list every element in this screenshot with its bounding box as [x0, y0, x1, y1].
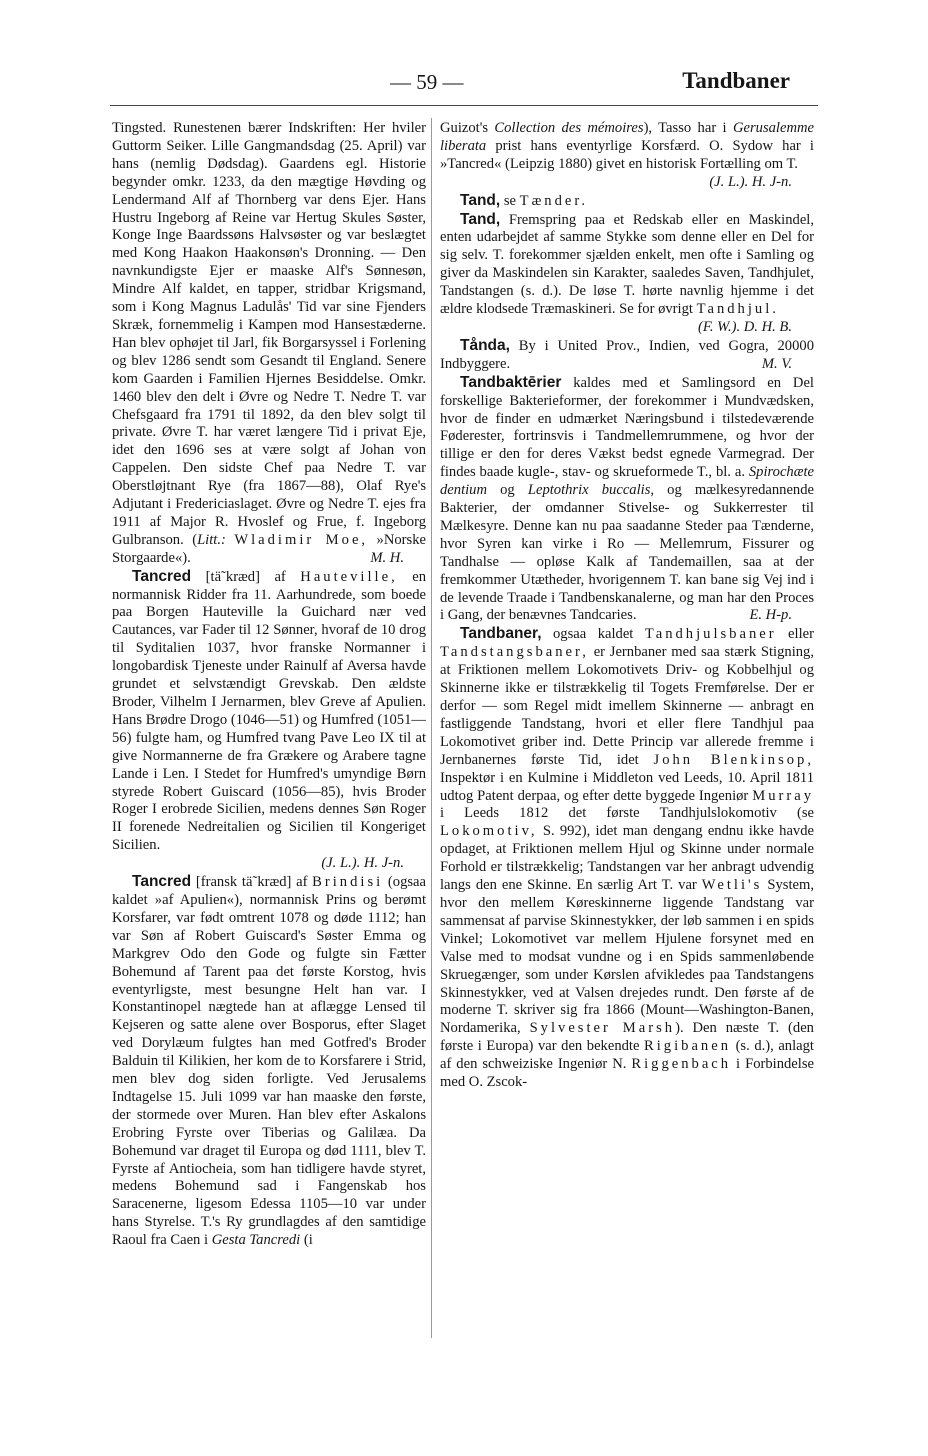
headword: Tånda,	[460, 336, 510, 354]
literature-author: Wladimir Moe,	[234, 531, 369, 548]
signature: (J. L.). H. J-n.	[321, 855, 404, 872]
entry-tandbaner: Tandbaner, ogsaa kaldet Tandhjulsbaner eller Tandstangsbaner, er Jernbaner med saa stærk Stigning, at Friktionen mellem Lokomotivets Driv- og Kobbelhjul og Skinnerne ikke er tilstrækkelig til Togets Fremførelse. Der er derfor — som Regel midt imellem Skinnerne — anbragt en fastliggende Tandstang, hvori et eller flere Tandhjul paa Lokomotivet griber ind. Dette Princip var allerede fremme i Jernbanernes første Tid, idet John Blenkinsop, Inspektør i en Kulmine i Middleton ved Leeds, 10. April 1811 udtog Patent derpaa, og efter dette byggede Ingeniør Murray i Leeds 1812 det første Tandhjulslokomotiv (se Lokomotiv, S. 992), idet man dengang endnu ikke havde opdaget, at Friktionen mellem Hjul og Skinne under normale Forhold er tilstrækkelig; Tandstangen var her anbragt udvendig langs den ene Skinne. En særlig Art T. var Wetli's System, hvor den mellem Køreskinnerne liggende Tandstang var sammensat af parvise Skinnestykker, der løb sammen i en spids Vinkel; Lokomotivet var mellem Hjulene forsynet med en Valse med to modsat vundne og i en Spids sammenløbende Skruegænger, som under Kørslen afvikledes paa Tandstangens Skinnestykker, ved at Valsen drejedes rundt. Den første af de moderne T. skriver sig fra 1866 (Mount—Washington-Banen, Nordamerika, Sylvester Marsh). Den næste T. (den første i Europa) var den bekendte Rigibanen (s. d.), anlagt af den schweiziske Ingeniør N. Riggenbach i Forbindelse med O. Zscok-	[440, 625, 814, 1091]
signature: M. V.	[761, 355, 792, 372]
entry-tand: Tand, Fremspring paa et Redskab eller en Maskindel, enten udarbejdet af samme Stykke som denne eller en Del for sig selv. T. forekommer sjælden enkelt, men ofte i Samling og giver da Maskindelen sin Karakter, saaledes Saven, Tandhjulet, Tandstangen (s. d.). De løse T. hørte navnlig hjemme i det ældre klodsede Træmaskineri. Se for øvrigt Tandhjul. (F. W.). D. H. B.	[440, 210, 814, 335]
entry-tand-ref: Tand, se Tænder.	[460, 191, 589, 209]
paragraph-tingsted: Tingsted. Runestenen bærer Indskriften: Her hviler Guttorm Seiker. Lille Gangmandsdag (25. April) var hans (nemlig Dødsdag). Gaardens egl. Historie begynder omkr. 1233, da den mægtige Høvding og Lendermand Alf af Thornberg var dens Ejer. Hans Hustru Ingeborg af Reine var Hertug Skules Søster, Konge Inge Baardssøns Halvsøster og var beslægtet med Kong Haakon Haakonsøn's Dronning. — Den navnkundigste Ejer er maaske Alf's Sønnesøn, Mindre Alf kaldet, en tapper, stridbar Krigsmand, som i Kong Magnus Ladulås' Tid var sine Fjenders Skræk, fornemmelig i Kampen mod Hansestæderne. Han blev ophøjet til Jarl, fik Borgarsyssel i Forlening og blev 1286 sendt som Gesandt til England. Senere kom Gaarden i Familien Hjernes Besiddelse. Omkr. 1460 blev den delt i Øvre og Nedre T. Nedre T. var Chefsgaard fra 1791 til 1892, da den blev solgt til private. Øvre T. har været længere Tid i privat Eje, idet den 1696 ses at være solgt af Johan von Cappelen. Den sidste Chef paa Nedre T. var Oberstløjtnant Rye (fra 1867—88), Olaf Rye's Adjutant i Fredericiaslaget. Øvre og Nedre T. ejes fra 1911 af Major R. Hvoslef og Frue, f. Ingeborg Gulbranson. (Litt.: Wladimir Moe, »Norske Storgaarde«). M. H.	[112, 120, 426, 566]
signature: E. H-p.	[749, 607, 792, 624]
signature: M. H.	[370, 549, 404, 566]
running-head: Tandbaner	[682, 68, 790, 93]
signature: (F. W.). D. H. B.	[697, 318, 792, 335]
column-divider	[431, 118, 432, 1338]
entry-tancred-brindisi: Tancred [fransk tä˜kræd] af Brindisi (ogsaa kaldet »af Apulien«), normannisk Prins og berømt Korsfarer, var født omtrent 1078 og døde 1112; han var Søn af Robert Guiscard's Søster Emma og Markgrev Odo den Gode og fulgte sin Fætter Bohemund af Tarent paa det første Korstog, hvis eventyrligste, mest besungne Helt han var. I Konstantinopel nægtede han at aflægge Lensed til Kejseren og satte alene over Bosporus, efter Slaget ved Dorylæum fulgtes han med Gotfred's Broder Balduin til Kilikien, her kom de to Korsfarere i Strid, men blev dog siden forligte. Ved Jerusalems Indtagelse 15. Juli 1099 var han maaske den første, der stormede over Muren. Han blev efter Askalons Erobring Fyrste over Tiberias og Galilæa. Da Bohemund var draget til Europa og død 1111, blev T. Fyrste af Antiocheia, som han tidligere havde styret, medens Bohemund sad i Fangenskab hos Saracenerne, ligesom Edessa 1105—10 var under hans Styrelse. T.'s Ry grundlagdes af den samtidige Raoul fra Caen i Gesta Tancredi (i	[112, 873, 426, 1249]
header-rule	[110, 105, 818, 106]
entry-tancred-hauteville: Tancred [tä˜kræd] af Hauteville, en normannisk Ridder fra 11. Aarhundrede, som boede paa Borgen Hauteville la Guichard nær ved Cautances, var Fader til 12 Sønner, hvoraf de 10 drog til Syditalien 1037, hvor franske Normanner i longobardisk Tjeneste under Rainulf af Aversa havde grundet et selvstændigt Grevskab. Den ældste Broder, Vilhelm I Jernarmen, blev Greve af Apulien. Hans Brødre Drogo (1046—51) og Humfred (1051—56) fulgte ham, og Humfred tvang Pave Leo IX til at give Normannerne de fra Grækere og Arabere tagne Lande i Len. I Stedet for Humfred's umyndige Børn styrede Robert Guiscard (1056—85), hvis Broder Roger I erobrede Sicilien, medens dennes Søn Roger II forenede Nedreitalien og Sicilien til Kongeriget Sicilien. (J. L.). H. J-n.	[112, 567, 426, 872]
paragraph-continued: Guizot's Collection des mémoires), Tasso har i Gerusalemme liberata prist hans eventyrlige Korsfærd. O. Sydow har i »Tancred« (Leipzig 1880) givet en historisk Fortælling om T. (J. L.). H. J-n.	[440, 120, 815, 190]
entry-tanda: Tånda, By i United Prov., Indien, ved Gogra, 20000 Indbyggere. M. V.	[440, 336, 814, 372]
headword: Tand,	[460, 210, 501, 228]
page-header	[0, 70, 928, 100]
right-column	[440, 120, 814, 1092]
entry-tandbakterier: Tandbaktērier kaldes med et Samlingsord en Del forskellige Bakterieformer, der forekommer i Mundvædsken, hvor de finder en udmærket Næringsbund i tilstedeværende Føderester, fortrinsvis i Tandmellemrummene, og hvor der tillige er den for deres Vækst bedst egnede Varmegrad. Der findes baade kugle-, stav- og skrueformede T., bl. a. Spirochæte dentium og Leptothrix buccalis, og mælkesyredannende Bakterier, der omdanner Stivelse- og Sukkerrester til Mælkesyre. Denne kan nu paa saadanne Steder paa Tænderne, hvor Syren kan virke i Ro — Mellemrum, Fissurer og Tandhalse — opløse Kalk af Tandemaillen, saa at der fremkommer Utætheder, hvorigennem T. kan bane sig Vej ind i de levende Traade i Tandbenskanalerne, og man har den Proces i Gang, der benævnes Tandcaries. E. H-p.	[440, 373, 814, 624]
literature-label: Litt.:	[197, 531, 226, 548]
headword: Tancred	[132, 567, 192, 585]
headword: Tancred	[132, 873, 192, 891]
page-number: — 59 —	[390, 70, 464, 94]
headword: Tandbaktērier	[460, 373, 562, 391]
signature: (J. L.). H. J-n.	[709, 173, 792, 190]
headword: Tand,	[460, 191, 501, 209]
left-column	[112, 120, 426, 1250]
headword: Tandbaner,	[460, 625, 542, 643]
